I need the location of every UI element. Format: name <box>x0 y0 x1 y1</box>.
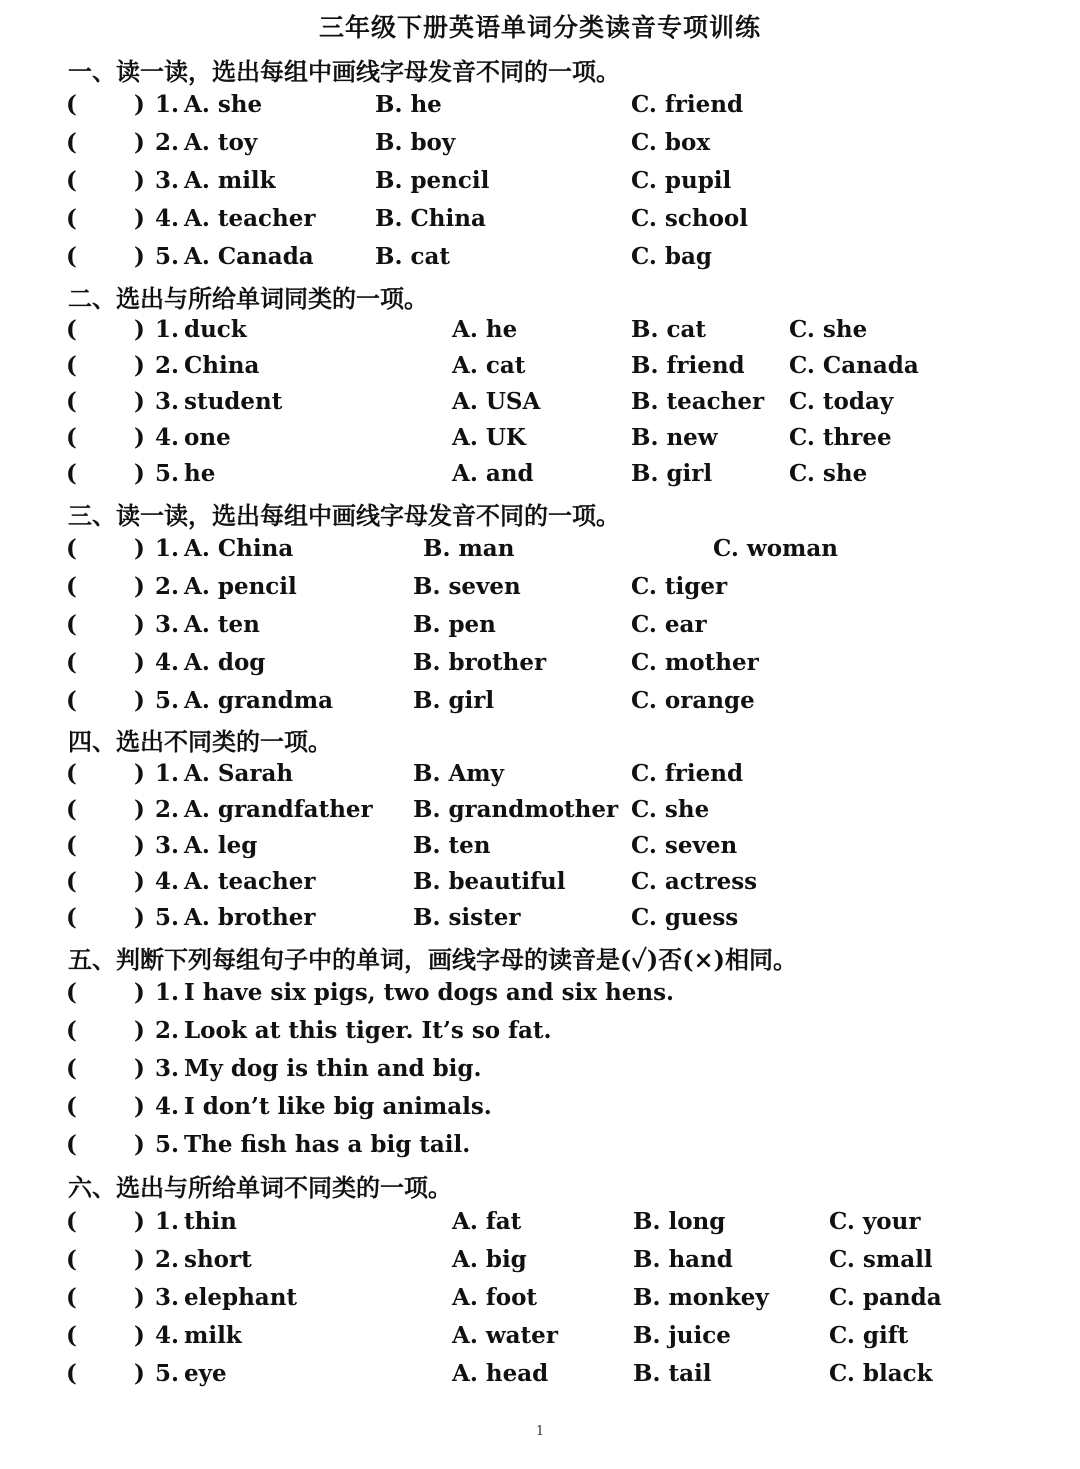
question-number: 3. <box>155 388 180 415</box>
option-b: B. friend <box>631 352 745 379</box>
question-number: 4. <box>155 649 180 676</box>
question-row <box>0 867 1080 903</box>
option-c: C. three <box>789 424 892 451</box>
option-c: C. box <box>631 129 711 156</box>
sentence: The fish has a big tail. <box>184 1131 471 1158</box>
given-word: elephant <box>184 1284 298 1311</box>
answer-bracket-close: ) <box>134 424 145 451</box>
option-a: A. pencil <box>184 573 297 600</box>
option-b: B. girl <box>631 460 713 487</box>
question-row <box>0 648 1080 684</box>
option-c: C. pupil <box>631 167 732 194</box>
answer-bracket-open[interactable]: ( <box>66 167 77 194</box>
question-number: 1. <box>155 979 180 1006</box>
sentence: I don’t like big animals. <box>184 1093 492 1120</box>
question-number: 5. <box>155 904 180 931</box>
answer-bracket-open[interactable]: ( <box>66 1131 77 1158</box>
option-b: B. hand <box>633 1246 733 1273</box>
answer-bracket-open[interactable]: ( <box>66 1055 77 1082</box>
answer-bracket-close: ) <box>134 760 145 787</box>
question-number: 2. <box>155 796 180 823</box>
option-b: B. teacher <box>631 388 765 415</box>
section-heading-4: 四、选出不同类的一项。 <box>68 727 332 756</box>
answer-bracket-close: ) <box>134 1246 145 1273</box>
answer-bracket-open[interactable]: ( <box>66 760 77 787</box>
option-a: A. dog <box>184 649 266 676</box>
option-c: C. small <box>829 1246 933 1273</box>
option-c: C. ear <box>631 611 707 638</box>
answer-bracket-close: ) <box>134 1322 145 1349</box>
question-number: 1. <box>155 1208 180 1235</box>
question-row <box>0 1130 1080 1166</box>
given-word: he <box>184 460 216 487</box>
option-c: C. panda <box>829 1284 942 1311</box>
question-number: 1. <box>155 760 180 787</box>
question-number: 4. <box>155 1093 180 1120</box>
option-b: B. grandmother <box>413 796 619 823</box>
option-a: A. ten <box>184 611 260 638</box>
option-c: C. actress <box>631 868 758 895</box>
option-a: A. he <box>452 316 518 343</box>
option-a: A. milk <box>184 167 276 194</box>
option-b: B. boy <box>375 129 456 156</box>
option-c: C. guess <box>631 904 739 931</box>
question-row <box>0 978 1080 1014</box>
answer-bracket-close: ) <box>134 573 145 600</box>
answer-bracket-open[interactable]: ( <box>66 388 77 415</box>
option-a: A. grandma <box>184 687 334 714</box>
question-number: 3. <box>155 1055 180 1082</box>
answer-bracket-open[interactable]: ( <box>66 1208 77 1235</box>
answer-bracket-open[interactable]: ( <box>66 316 77 343</box>
question-row <box>0 1016 1080 1052</box>
option-b: B. man <box>423 535 515 562</box>
answer-bracket-open[interactable]: ( <box>66 1246 77 1273</box>
option-a: A. USA <box>452 388 541 415</box>
answer-bracket-open[interactable]: ( <box>66 352 77 379</box>
option-c: C. Canada <box>789 352 919 379</box>
question-number: 3. <box>155 832 180 859</box>
option-a: A. fat <box>452 1208 522 1235</box>
option-b: B. cat <box>375 243 450 270</box>
option-a: A. toy <box>184 129 258 156</box>
option-c: C. seven <box>631 832 738 859</box>
option-b: B. long <box>633 1208 726 1235</box>
answer-bracket-open[interactable]: ( <box>66 796 77 823</box>
option-c: C. she <box>789 316 868 343</box>
answer-bracket-close: ) <box>134 1017 145 1044</box>
question-row <box>0 459 1080 495</box>
option-c: C. black <box>829 1360 933 1387</box>
answer-bracket-close: ) <box>134 535 145 562</box>
question-row <box>0 315 1080 351</box>
option-b: B. sister <box>413 904 521 931</box>
section-heading-6: 六、选出与所给单词不同类的一项。 <box>68 1173 452 1202</box>
given-word: short <box>184 1246 252 1273</box>
answer-bracket-open[interactable]: ( <box>66 535 77 562</box>
question-number: 5. <box>155 460 180 487</box>
question-number: 5. <box>155 1131 180 1158</box>
answer-bracket-close: ) <box>134 1360 145 1387</box>
option-a: A. Sarah <box>184 760 294 787</box>
answer-bracket-open[interactable]: ( <box>66 1017 77 1044</box>
question-row <box>0 128 1080 164</box>
question-row <box>0 572 1080 608</box>
option-a: A. water <box>452 1322 558 1349</box>
question-row <box>0 610 1080 646</box>
option-b: B. brother <box>413 649 547 676</box>
option-b: B. juice <box>633 1322 731 1349</box>
answer-bracket-open[interactable]: ( <box>66 573 77 600</box>
answer-bracket-open[interactable]: ( <box>66 979 77 1006</box>
option-c: C. bag <box>631 243 712 270</box>
answer-bracket-close: ) <box>134 316 145 343</box>
option-a: A. China <box>184 535 294 562</box>
question-row <box>0 831 1080 867</box>
option-a: A. grandfather <box>184 796 373 823</box>
answer-bracket-open[interactable]: ( <box>66 904 77 931</box>
answer-bracket-open[interactable]: ( <box>66 129 77 156</box>
option-a: A. Canada <box>184 243 314 270</box>
option-a: A. UK <box>452 424 526 451</box>
option-c: C. she <box>631 796 710 823</box>
question-number: 1. <box>155 316 180 343</box>
answer-bracket-close: ) <box>134 1055 145 1082</box>
answer-bracket-open[interactable]: ( <box>66 1360 77 1387</box>
option-b: B. pencil <box>375 167 490 194</box>
option-c: C. today <box>789 388 894 415</box>
option-a: A. teacher <box>184 205 316 232</box>
question-number: 3. <box>155 167 180 194</box>
answer-bracket-close: ) <box>134 687 145 714</box>
question-number: 3. <box>155 1284 180 1311</box>
question-row <box>0 1245 1080 1281</box>
option-c: C. gift <box>829 1322 909 1349</box>
option-b: B. cat <box>631 316 706 343</box>
question-number: 5. <box>155 243 180 270</box>
given-word: one <box>184 424 231 451</box>
given-word: duck <box>184 316 247 343</box>
question-row <box>0 351 1080 387</box>
answer-bracket-close: ) <box>134 904 145 931</box>
answer-bracket-close: ) <box>134 796 145 823</box>
option-b: B. tail <box>633 1360 712 1387</box>
option-b: B. pen <box>413 611 496 638</box>
answer-bracket-open[interactable]: ( <box>66 687 77 714</box>
option-c: C. she <box>789 460 868 487</box>
question-number: 5. <box>155 1360 180 1387</box>
option-b: B. new <box>631 424 718 451</box>
option-c: C. your <box>829 1208 921 1235</box>
answer-bracket-open[interactable]: ( <box>66 868 77 895</box>
option-a: A. foot <box>452 1284 538 1311</box>
option-c: C. mother <box>631 649 759 676</box>
answer-bracket-open[interactable]: ( <box>66 1093 77 1120</box>
given-word: student <box>184 388 283 415</box>
option-c: C. woman <box>713 535 839 562</box>
question-row <box>0 1283 1080 1319</box>
question-number: 1. <box>155 535 180 562</box>
question-row <box>0 204 1080 240</box>
sentence: My dog is thin and big. <box>184 1055 482 1082</box>
option-b: B. girl <box>413 687 495 714</box>
answer-bracket-close: ) <box>134 243 145 270</box>
question-number: 4. <box>155 868 180 895</box>
answer-bracket-close: ) <box>134 91 145 118</box>
question-row <box>0 1054 1080 1090</box>
answer-bracket-close: ) <box>134 205 145 232</box>
option-a: A. she <box>184 91 263 118</box>
question-row <box>0 686 1080 722</box>
option-c: C. friend <box>631 91 744 118</box>
question-number: 5. <box>155 687 180 714</box>
option-b: B. seven <box>413 573 521 600</box>
answer-bracket-close: ) <box>134 1093 145 1120</box>
answer-bracket-close: ) <box>134 1208 145 1235</box>
answer-bracket-open[interactable]: ( <box>66 649 77 676</box>
answer-bracket-open[interactable]: ( <box>66 205 77 232</box>
page-title: 三年级下册英语单词分类读音专项训练 <box>318 13 761 42</box>
option-c: C. friend <box>631 760 744 787</box>
question-row <box>0 759 1080 795</box>
answer-bracket-close: ) <box>134 1284 145 1311</box>
option-a: A. big <box>452 1246 527 1273</box>
page-number: 1 <box>535 1424 545 1439</box>
question-number: 4. <box>155 1322 180 1349</box>
answer-bracket-close: ) <box>134 388 145 415</box>
option-c: C. tiger <box>631 573 728 600</box>
option-b: B. beautiful <box>413 868 566 895</box>
answer-bracket-open[interactable]: ( <box>66 460 77 487</box>
question-number: 3. <box>155 611 180 638</box>
option-c: C. school <box>631 205 749 232</box>
option-a: A. and <box>452 460 534 487</box>
section-heading-2: 二、选出与所给单词同类的一项。 <box>68 284 428 313</box>
answer-bracket-open[interactable]: ( <box>66 1322 77 1349</box>
option-a: A. head <box>452 1360 549 1387</box>
answer-bracket-open[interactable]: ( <box>66 1284 77 1311</box>
answer-bracket-close: ) <box>134 129 145 156</box>
option-a: A. brother <box>184 904 316 931</box>
question-number: 4. <box>155 424 180 451</box>
answer-bracket-open[interactable]: ( <box>66 424 77 451</box>
question-number: 2. <box>155 573 180 600</box>
option-a: A. teacher <box>184 868 316 895</box>
given-word: eye <box>184 1360 227 1387</box>
section-heading-1: 一、读一读，选出每组中画线字母发音不同的一项。 <box>68 57 620 86</box>
question-number: 2. <box>155 129 180 156</box>
answer-bracket-close: ) <box>134 868 145 895</box>
question-row <box>0 242 1080 278</box>
answer-bracket-open[interactable]: ( <box>66 611 77 638</box>
question-row <box>0 1092 1080 1128</box>
sentence: I have six pigs, two dogs and six hens. <box>184 979 675 1006</box>
sentence: Look at this tiger. It’s so fat. <box>184 1017 552 1044</box>
answer-bracket-close: ) <box>134 832 145 859</box>
section-heading-3: 三、读一读，选出每组中画线字母发音不同的一项。 <box>68 501 620 530</box>
question-row <box>0 795 1080 831</box>
question-number: 2. <box>155 352 180 379</box>
answer-bracket-open[interactable]: ( <box>66 832 77 859</box>
answer-bracket-close: ) <box>134 1131 145 1158</box>
question-row <box>0 166 1080 202</box>
option-c: C. orange <box>631 687 755 714</box>
question-row <box>0 534 1080 570</box>
option-b: B. he <box>375 91 442 118</box>
given-word: milk <box>184 1322 242 1349</box>
answer-bracket-close: ) <box>134 352 145 379</box>
question-row <box>0 90 1080 126</box>
answer-bracket-close: ) <box>134 460 145 487</box>
answer-bracket-close: ) <box>134 979 145 1006</box>
question-number: 2. <box>155 1246 180 1273</box>
question-number: 4. <box>155 205 180 232</box>
question-row <box>0 387 1080 423</box>
answer-bracket-open[interactable]: ( <box>66 91 77 118</box>
question-row <box>0 1321 1080 1357</box>
option-b: B. monkey <box>633 1284 769 1311</box>
answer-bracket-close: ) <box>134 611 145 638</box>
question-row <box>0 1359 1080 1395</box>
question-row <box>0 423 1080 459</box>
option-a: A. cat <box>452 352 526 379</box>
question-number: 2. <box>155 1017 180 1044</box>
answer-bracket-close: ) <box>134 649 145 676</box>
given-word: thin <box>184 1208 237 1235</box>
option-b: B. ten <box>413 832 491 859</box>
answer-bracket-open[interactable]: ( <box>66 243 77 270</box>
answer-bracket-close: ) <box>134 167 145 194</box>
option-a: A. leg <box>184 832 258 859</box>
question-row <box>0 1207 1080 1243</box>
section-heading-5: 五、判断下列每组句子中的单词，画线字母的读音是(✓)否(×)相同。 <box>68 945 798 974</box>
option-b: B. China <box>375 205 486 232</box>
question-number: 1. <box>155 91 180 118</box>
option-b: B. Amy <box>413 760 505 787</box>
given-word: China <box>184 352 260 379</box>
question-row <box>0 903 1080 939</box>
